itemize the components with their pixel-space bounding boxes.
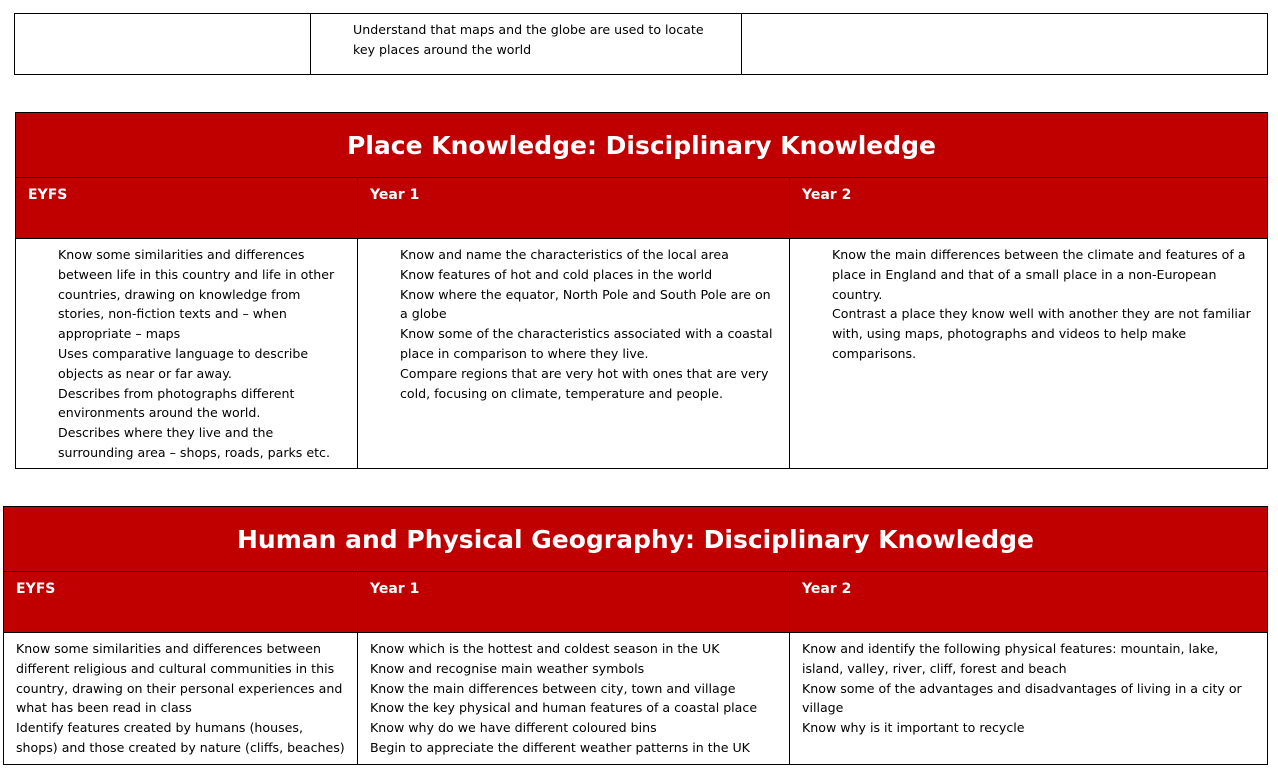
- list-item: Uses comparative language to describe objects as near or far away.: [58, 345, 309, 381]
- place-knowledge-header-year2: [789, 177, 1268, 239]
- list-item: Compare regions that are very hot with ones that are very cold, focusing on climate, temperature and people.: [400, 365, 769, 401]
- header-label: EYFS: [16, 581, 56, 597]
- top-table-middle-text: Understand that maps and the globe are used to locate key places around the world: [353, 22, 704, 57]
- place-knowledge-header-eyfs: [15, 177, 358, 239]
- place-knowledge-eyfs-cell: [15, 238, 358, 469]
- list-item: Begin to appreciate the different weather patterns in the UK: [370, 739, 750, 755]
- list-item: Identify features created by humans (houses, shops) and those created by nature (cliffs, beaches): [16, 720, 345, 755]
- header-label: Year 2: [802, 187, 852, 203]
- list-item: Know and name the characteristics of the local area: [400, 247, 729, 262]
- list-item: Know some similarities and differences between different religious and cultural communities in this country, drawing on their personal experiences and what has been read in class: [16, 641, 343, 716]
- list-item: Know the main differences between city, town and village: [370, 680, 736, 696]
- list-item: Contrast a place they know well with another they are not familiar with, using maps, photographs and videos to help make comparisons.: [832, 306, 1251, 361]
- list-item: Describes from photographs different environments around the world.: [58, 385, 295, 421]
- list-item: Know some of the characteristics associated with a coastal place in comparison to where they live.: [400, 326, 773, 361]
- place-knowledge-title-text: Place Knowledge: Disciplinary Knowledge: [347, 130, 936, 160]
- header-label: Year 2: [802, 581, 852, 597]
- list-item: Know why do we have different coloured bins: [370, 720, 657, 736]
- place-knowledge-year2-cell: [789, 238, 1268, 469]
- list-item: Know which is the hottest and coldest season in the UK: [370, 641, 720, 656]
- list-item: Know why is it important to recycle: [802, 720, 1025, 736]
- place-knowledge-title: [15, 112, 1268, 178]
- top-table-cell-middle: [310, 13, 742, 75]
- list-item: Know where the equator, North Pole and South Pole are on a globe: [400, 286, 771, 322]
- list-item: Know some similarities and differences between life in this country and life in other countries, drawing on knowledge from stories, non-fiction texts and – when appropriate – maps: [58, 247, 335, 342]
- top-table-cell-left: [14, 13, 311, 75]
- list-item: Know the key physical and human features of a coastal place: [370, 700, 758, 716]
- header-label: Year 1: [370, 187, 420, 203]
- human-physical-title-text: Human and Physical Geography: Disciplinary Knowledge: [236, 524, 1034, 554]
- header-label: EYFS: [28, 187, 68, 203]
- human-physical-title: [3, 506, 1268, 572]
- place-knowledge-header-year1: [357, 177, 790, 239]
- human-physical-year2-cell: [789, 632, 1268, 765]
- header-label: Year 1: [370, 581, 420, 597]
- human-physical-header-eyfs: [3, 571, 358, 633]
- human-physical-header-year1: [357, 571, 790, 633]
- list-item: Know features of hot and cold places in the world: [400, 266, 713, 282]
- human-physical-eyfs-cell: [3, 632, 358, 765]
- list-item: Know and recognise main weather symbols: [370, 660, 645, 676]
- list-item: Know some of the advantages and disadvantages of living in a city or village: [802, 680, 1242, 716]
- list-item: Know and identify the following physical features: mountain, lake, island, valley, river, cliff, forest and beach: [802, 641, 1219, 676]
- place-knowledge-year1-cell: [357, 238, 790, 469]
- list-item: Know the main differences between the climate and features of a place in England and that of a small place in a non-European country.: [832, 247, 1246, 302]
- list-item: Describes where they live and the surrounding area – shops, roads, parks etc.: [58, 425, 330, 460]
- human-physical-year1-cell: [357, 632, 790, 765]
- human-physical-header-year2: [789, 571, 1268, 633]
- top-table-cell-right: [741, 13, 1268, 75]
